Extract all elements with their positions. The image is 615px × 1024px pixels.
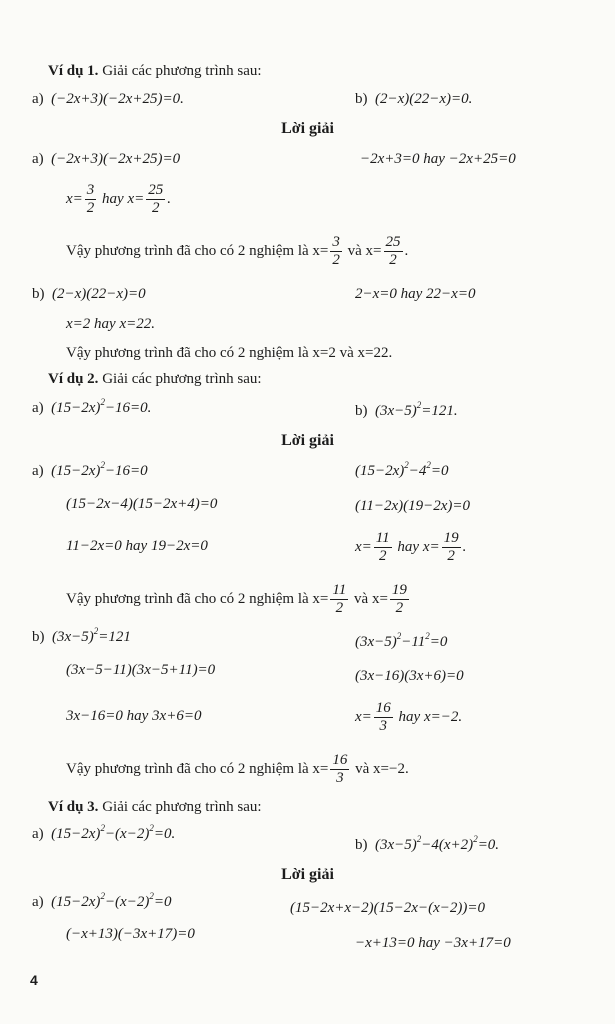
solution-heading: Lời giải: [281, 432, 334, 449]
denominator: 2: [151, 200, 160, 217]
ex2-solution-a-right1: [355, 462, 449, 480]
ex2-solution-b-right2: (3x−16)(3x+6)=0: [355, 668, 464, 684]
math-text: −4: [408, 463, 427, 479]
exponent: 2: [404, 460, 409, 470]
solution-heading: Lời giải: [281, 120, 334, 137]
part-label: a): [32, 400, 44, 416]
ex3-solution-a-line1: [32, 893, 171, 911]
ex1-conclusion-b: Vậy phương trình đã cho có 2 nghiệm là x=2 và x=22.: [66, 345, 393, 361]
equation: (−2x+3)(−2x+25)=0.: [51, 91, 184, 107]
numerator: 11: [332, 582, 347, 599]
math-text: =0: [153, 894, 172, 910]
numerator: 19: [443, 530, 459, 547]
math-text: x=: [355, 709, 372, 725]
math-text: .: [167, 191, 171, 207]
denominator: 3: [336, 770, 344, 787]
denominator: 2: [86, 200, 95, 217]
example-prompt: Giải các phương trình sau:: [102, 799, 262, 815]
exponent: 2: [100, 460, 105, 470]
ex1-part-a: [32, 90, 184, 108]
conclusion-text: và x=−2.: [355, 761, 409, 777]
conclusion-text: Vậy phương trình đã cho có 2 nghiệm là x=: [66, 591, 329, 607]
ex1-solution-b-split: 2−x=0 hay 22−x=0: [355, 286, 476, 302]
ex2-solution-b-right3: [355, 698, 462, 736]
fraction: [374, 700, 393, 735]
numerator: 11: [375, 530, 390, 547]
fraction: [85, 182, 97, 217]
math-text: =0.: [153, 826, 176, 842]
ex2-solution-a-right2: (11−2x)(19−2x)=0: [355, 498, 471, 514]
exponent: 2: [416, 834, 422, 844]
math-text: −4(x+2): [421, 837, 474, 853]
numerator: 19: [391, 582, 407, 599]
ex1-conclusion-a: [66, 232, 408, 270]
exponent: 2: [426, 460, 431, 470]
example-prompt: Giải các phương trình sau:: [102, 371, 262, 387]
ex2-solution-b-line3: 3x−16=0 hay 3x+6=0: [66, 708, 202, 724]
denominator: 2: [335, 600, 344, 617]
numerator: 16: [375, 700, 391, 717]
example-prompt: Giải các phương trình sau:: [102, 63, 262, 79]
exponent: 2: [396, 631, 402, 641]
part-label: b): [355, 837, 368, 853]
math-text: −16=0: [104, 463, 148, 479]
ex1-solution-a-eq: [32, 150, 180, 168]
exponent: 2: [149, 891, 154, 901]
ex3-part-a: [32, 825, 175, 843]
page-number: 4: [30, 972, 38, 988]
conclusion-text: Vậy phương trình đã cho có 2 nghiệm là x=: [66, 243, 329, 259]
exponent: 2: [100, 823, 105, 833]
exponent: 2: [473, 834, 478, 844]
math-text: .: [462, 539, 467, 555]
numerator: 3: [86, 182, 95, 199]
fraction: [146, 182, 165, 217]
equation: (2−x)(22−x)=0: [52, 286, 146, 302]
math-text: −(x−2): [104, 894, 150, 910]
math-text: (15−2x): [51, 400, 101, 416]
math-text: −16=0.: [104, 400, 152, 416]
denominator: 2: [389, 252, 397, 269]
fraction: [390, 582, 409, 617]
part-label: b): [32, 286, 45, 302]
exponent: 2: [93, 626, 99, 636]
math-text: (3x−5): [375, 403, 417, 419]
ex2-solution-a-line2: (15−2x−4)(15−2x+4)=0: [66, 496, 218, 512]
ex1-solution-a-result: [66, 180, 171, 218]
example-title: Ví dụ 3.: [48, 799, 99, 815]
exponent: 2: [416, 400, 422, 410]
numerator: 16: [332, 752, 348, 769]
ex2-conclusion-b: [66, 750, 409, 788]
ex3-solution-a-right1: (15−2x+x−2)(15−2x−(x−2))=0: [290, 900, 485, 916]
equation: (−2x+3)(−2x+25)=0: [51, 151, 181, 167]
denominator: 2: [332, 252, 340, 269]
fraction: [384, 234, 403, 269]
exponent: 2: [149, 823, 154, 833]
conclusion-text: và x=: [354, 591, 388, 607]
numerator: 3: [332, 234, 340, 251]
part-label: a): [32, 463, 44, 479]
example-title: Ví dụ 2.: [48, 371, 99, 387]
denominator: 2: [447, 548, 455, 565]
ex3-solution-a-line2: (−x+13)(−3x+17)=0: [66, 926, 195, 942]
math-text: (15−2x): [51, 826, 101, 842]
math-text: x=: [355, 539, 372, 555]
ex1-part-b: [355, 90, 472, 108]
ex2-conclusion-a: [66, 580, 411, 618]
example-2-heading: [48, 370, 262, 388]
denominator: 3: [379, 718, 388, 735]
solution-heading: Lời giải: [281, 866, 334, 883]
math-text: (15−2x): [51, 894, 101, 910]
math-text: =121.: [421, 403, 458, 419]
numerator: 25: [385, 234, 401, 251]
ex1-solution-b-result: x=2 hay x=22.: [66, 316, 155, 332]
math-text: −(x−2): [104, 826, 150, 842]
ex1-solution-b-eq: [32, 285, 146, 303]
example-title: Ví dụ 1.: [48, 63, 99, 79]
math-text: hay x=−2.: [398, 709, 463, 725]
exponent: 2: [100, 891, 105, 901]
part-label: a): [32, 894, 44, 910]
conclusion-text: .: [404, 243, 409, 259]
part-label: a): [32, 151, 44, 167]
fraction: [442, 530, 461, 565]
math-text: =0.: [477, 837, 500, 853]
math-text: =0: [430, 463, 449, 479]
ex2-solution-b-right1: [355, 633, 447, 651]
fraction: [330, 752, 349, 787]
ex3-solution-a-right2: −x+13=0 hay −3x+17=0: [355, 935, 511, 951]
ex2-solution-a-line1: [32, 462, 148, 480]
math-text: hay x=: [102, 191, 145, 207]
part-label: b): [32, 629, 45, 645]
math-text: hay x=: [397, 539, 440, 555]
math-text: −11: [401, 634, 426, 650]
ex2-part-a: [32, 399, 151, 417]
ex2-solution-a-line3: 11−2x=0 hay 19−2x=0: [66, 538, 208, 554]
math-text: (15−2x): [355, 463, 405, 479]
denominator: 2: [395, 600, 404, 617]
exponent: 2: [100, 397, 105, 407]
ex2-solution-a-right3: [355, 528, 466, 566]
numerator: 25: [148, 182, 164, 199]
math-text: (3x−5): [355, 634, 397, 650]
ex2-solution-b-line2: (3x−5−11)(3x−5+11)=0: [66, 662, 216, 678]
ex1-solution-a-split: −2x+3=0 hay −2x+25=0: [360, 151, 516, 167]
part-label: b): [355, 403, 368, 419]
part-label: a): [32, 826, 44, 842]
ex2-part-b: [355, 402, 458, 420]
denominator: 2: [378, 548, 387, 565]
ex2-solution-b-line1: [32, 628, 131, 646]
ex3-part-b: [355, 836, 499, 854]
math-text: (3x−5): [375, 837, 417, 853]
equation: (2−x)(22−x)=0.: [375, 91, 473, 107]
example-3-heading: [48, 798, 262, 816]
conclusion-text: và x=: [347, 243, 382, 259]
part-label: b): [355, 91, 368, 107]
part-label: a): [32, 91, 44, 107]
example-1-heading: [48, 62, 262, 80]
math-text: =121: [98, 629, 131, 645]
exponent: 2: [425, 631, 430, 641]
math-text: =0: [429, 634, 448, 650]
fraction: [374, 530, 392, 565]
math-text: x=: [66, 191, 83, 207]
math-text: (15−2x): [51, 463, 101, 479]
conclusion-text: Vậy phương trình đã cho có 2 nghiệm là x=: [66, 761, 329, 777]
math-text: (3x−5): [52, 629, 94, 645]
fraction: [330, 582, 348, 617]
fraction: [330, 234, 342, 269]
